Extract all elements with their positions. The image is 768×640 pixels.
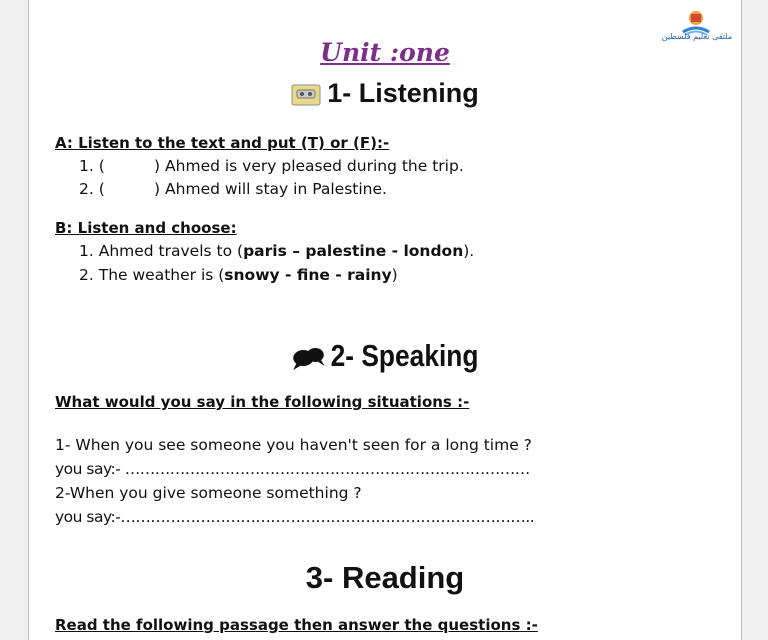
document-page <box>28 0 742 640</box>
logo-text: ملتقى تعليم فلسطين <box>661 32 733 41</box>
part-a-item-1: 1. ( ) Ahmed is very pleased during the trip. <box>79 157 464 175</box>
part-a-heading: A: Listen to the text and put (T) or (F):- <box>55 134 390 152</box>
speaking-heading <box>82 338 687 374</box>
speaking-question-2: 2-When you give someone something ? <box>55 484 362 502</box>
listening-heading <box>29 78 741 109</box>
speech-bubbles-icon <box>292 345 326 371</box>
cassette-icon <box>291 84 321 106</box>
reading-instructions: Read the following passage then answer the questions :- <box>55 616 538 634</box>
part-a-item-2: 2. ( ) Ahmed will stay in Palestine. <box>79 180 387 198</box>
part-b-item-2: 2. The weather is (snowy - fine - rainy) <box>79 266 398 284</box>
speaking-title: 2- Speaking <box>330 338 479 373</box>
speaking-instructions: What would you say in the following situations :- <box>55 393 470 411</box>
speaking-question-1: 1- When you see someone you haven't seen for a long time ? <box>55 436 532 454</box>
listening-title: 1- Listening <box>327 78 479 108</box>
speaking-answer-1: you say:- ……………………………………………………………………… <box>55 460 530 478</box>
unit-title: Unit :one <box>320 38 450 67</box>
speaking-answer-2: you say:-……………………………………………………………………….. <box>55 508 535 526</box>
reading-title: 3- Reading <box>305 560 465 595</box>
part-b-item-1: 1. Ahmed travels to (paris – palestine - london). <box>79 242 475 260</box>
part-b-heading: B: Listen and choose: <box>55 219 237 237</box>
